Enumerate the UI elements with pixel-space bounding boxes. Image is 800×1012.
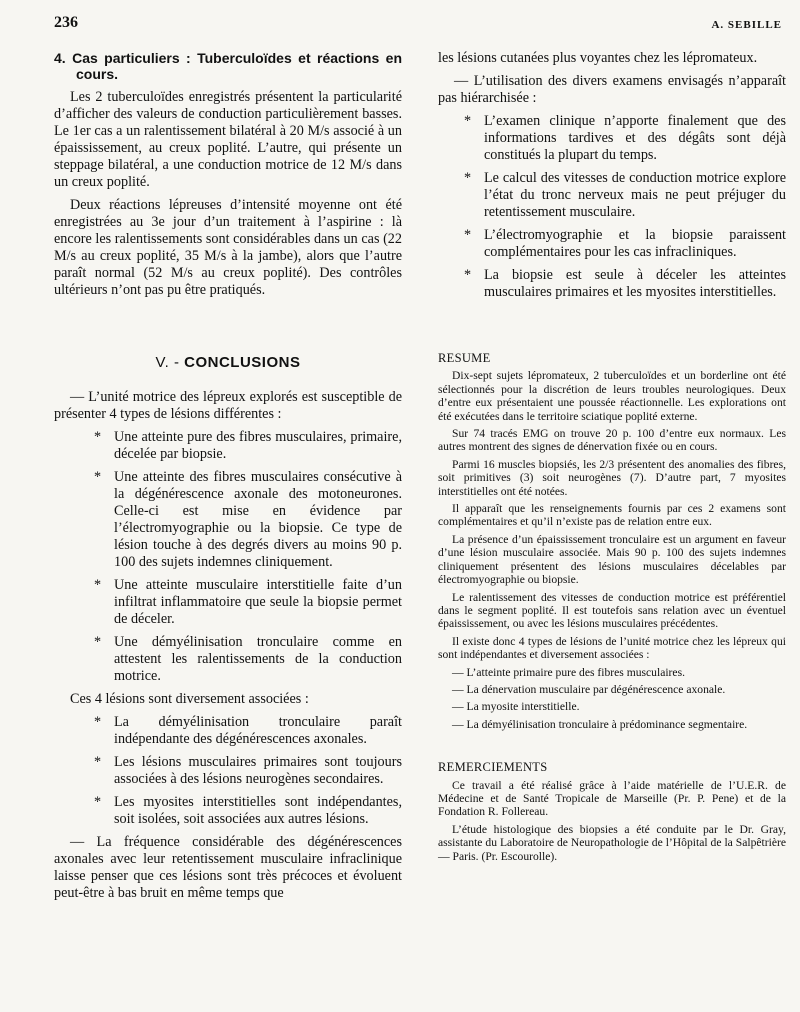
- paragraph-frequency: — La fréquence considérable des dégénérescences axonales avec leur retentissement musculaire infraclinique laisse penser que ces lésions sont très précoces et évoluent peut-être à bas bruit en même temps que: [54, 834, 402, 901]
- conclusions-title: CONCLUSIONS: [184, 354, 301, 371]
- paragraph-lesion-types: — L’unité motrice des lépreux explorés est susceptible de présenter 4 types de lésions différentes :: [54, 389, 402, 422]
- page-number: 236: [54, 14, 78, 31]
- resume-paragraph: Dix-sept sujets lépromateux, 2 tuberculoïdes et un borderline ont été sélectionnés pour la discrétion de leurs troubles neurologiques. Deux d’entre eux présentaient une poussée réactionnelle. Les explorations ont été exécutées dans le territoire sciatique poplité externe.: [438, 369, 786, 423]
- list-item-text: Les lésions musculaires primaires sont toujours associées à des lésions neurogènes secondaires.: [114, 754, 402, 787]
- resume-paragraph: Il apparaît que les renseignements fournis par ces 2 examens sont complémentaires et qu’il n’existe pas de relation entre eux.: [438, 502, 786, 529]
- list-item: [94, 429, 402, 463]
- right-column-top: [438, 50, 786, 301]
- list-item: [94, 634, 402, 685]
- bullet-star: *: [94, 794, 102, 810]
- list-item-text: La biopsie est seule à déceler les atteintes musculaires primaires et les myosites interstitielles.: [484, 267, 786, 300]
- resume-paragraph: Le ralentissement des vitesses de conduction motrice est préférentiel dans le segment poplité. Il est toutefois sans relation avec un éventuel épaississement, ou avec les lésions musculaires précédentes.: [438, 590, 786, 631]
- list-item: [94, 794, 402, 828]
- bullet-star: *: [464, 170, 472, 186]
- bullet-star: *: [464, 267, 472, 283]
- bullet-star: *: [464, 227, 472, 243]
- resume-paragraph: Sur 74 tracés EMG on trouve 20 p. 100 d’entre eux normaux. Les autres montrent des signes de dénervation fixée ou en cours.: [438, 427, 786, 454]
- list-item: [94, 577, 402, 628]
- bullet-star: *: [94, 577, 102, 593]
- list-item-text: Une atteinte des fibres musculaires consécutive à la dégénérescence axonale des motoneurones. Celle-ci est mise en évidence par l’électromyographie ou la biopsie. Ce type de lésion touche à des degrés divers au moins 90 p. 100 des sujets indemnes cliniquement.: [114, 469, 402, 570]
- bullet-star: *: [94, 714, 102, 730]
- resume-paragraph: Il existe donc 4 types de lésions de l’unité motrice chez les lépreux qui sont indépendantes et diversement associées :: [438, 634, 786, 662]
- resume-paragraph: Parmi 16 muscles biopsiés, les 2/3 présentent des anomalies des fibres, soit primitives (3) soit neurogènes (7). D’autre part, 7 myosites interstitielles ont été notées.: [438, 457, 786, 498]
- right-column-summary: [438, 352, 786, 867]
- bullet-star: *: [464, 113, 472, 129]
- list-item: [464, 170, 786, 221]
- resume-paragraph: La présence d’un épaississement tronculaire est un argument en faveur d’une lésion musculaire associée. Mais 90 p. 100 des sujets indemnes cliniquement présentent des lésions musculaires décelables par électromyographie ou biopsie.: [438, 532, 786, 587]
- paragraph-tuberculoides: Les 2 tuberculoïdes enregistrés présentent la particularité d’afficher des valeurs de conduction particulièrement basses. Le 1er cas a un ralentissement bilatéral à 20 M/s associé à un épaississement, au creux poplité. L’autre, qui présente un steppage bilatéral, a une conduction motrice de 12 M/s dans un creux poplité.: [54, 89, 402, 190]
- running-header-author: A. SEBILLE: [711, 19, 782, 31]
- remerciements-heading: REMERCIEMENTS: [438, 760, 548, 775]
- resume-dash-item: — La dénervation musculaire par dégénérescence axonale.: [452, 682, 726, 696]
- remerciements-paragraph: Ce travail a été réalisé grâce à l’aide matérielle de l’U.E.R. de Médecine et de Santé Tropicale de Marseille (Pr. P. Pene) et de la Fondation R. Follereau.: [438, 778, 786, 819]
- list-item-text: La démyélinisation tronculaire paraît indépendante des dégénérescences axonales.: [114, 714, 402, 747]
- section-4-heading: 4. Cas particuliers : Tuberculoïdes et réactions en cours.: [54, 50, 402, 82]
- bullet-star: *: [94, 634, 102, 650]
- paragraph-reactions: Deux réactions lépreuses d’intensité moyenne ont été enregistrées au 3e jour d’un traitement à l’aspirine : là encore les ralentissements sont considérables dans un cas (22 M/s au creux poplité, 35 M/s à la jambe), alors que l’autre paraît normal (52 M/s au creux poplité). Des contrôles ultérieurs n’ont pas pu être pratiqués.: [54, 197, 402, 298]
- list-item: [94, 754, 402, 788]
- list-item-text: Une atteinte musculaire interstitielle faite d’un infiltrat inflammatoire que seule la biopsie permet de déceler.: [114, 577, 402, 627]
- resume-dash-item: — La démyélinisation tronculaire à prédominance segmentaire.: [452, 717, 748, 731]
- list-item-text: Une atteinte pure des fibres musculaires, primaire, décelée par biopsie.: [114, 429, 402, 462]
- list-item-text: Une démyélinisation tronculaire comme en attestent les ralentissements de la conduction motrice.: [114, 634, 402, 684]
- bullet-star: *: [94, 469, 102, 485]
- paragraph-examens: — L’utilisation des divers examens envisagés n’apparaît pas hiérarchisée :: [438, 73, 786, 106]
- paragraph-associations: Ces 4 lésions sont diversement associées :: [70, 691, 309, 707]
- list-item: [464, 267, 786, 301]
- list-item: [464, 113, 786, 164]
- list-item: [464, 227, 786, 261]
- remerciements-paragraph: L’étude histologique des biopsies a été conduite par le Dr. Gray, assistante du Laboratoire de Neuropathologie de l’Hôpital de la Salpêtrière — Paris. (Pr. Escourolle).: [438, 822, 786, 863]
- list-item: [94, 469, 402, 571]
- bullet-star: *: [94, 429, 102, 445]
- list-item-text: Les myosites interstitielles sont indépendantes, soit isolées, soit associées aux autres lésions.: [114, 794, 402, 827]
- list-item-text: L’examen clinique n’apporte finalement que des informations tardives et des dégâts sont déjà constitués la plupart du temps.: [484, 113, 786, 163]
- resume-dash-item: — La myosite interstitielle.: [452, 700, 580, 714]
- list-item: [94, 714, 402, 748]
- resume-dash-item: — L’atteinte primaire pure des fibres musculaires.: [452, 665, 685, 679]
- left-column: [54, 50, 402, 902]
- paragraph-continuation: les lésions cutanées plus voyantes chez les lépromateux.: [438, 50, 758, 66]
- list-item-text: Le calcul des vitesses de conduction motrice explore l’état du tronc nerveux mais ne peut préjuger du retentissement musculaire.: [484, 170, 786, 220]
- conclusions-number: V. -: [155, 354, 185, 371]
- resume-heading: RESUME: [438, 351, 491, 365]
- bullet-star: *: [94, 754, 102, 770]
- conclusions-heading: [54, 354, 402, 371]
- list-item-text: L’électromyographie et la biopsie paraissent complémentaires pour les cas infracliniques.: [484, 227, 786, 260]
